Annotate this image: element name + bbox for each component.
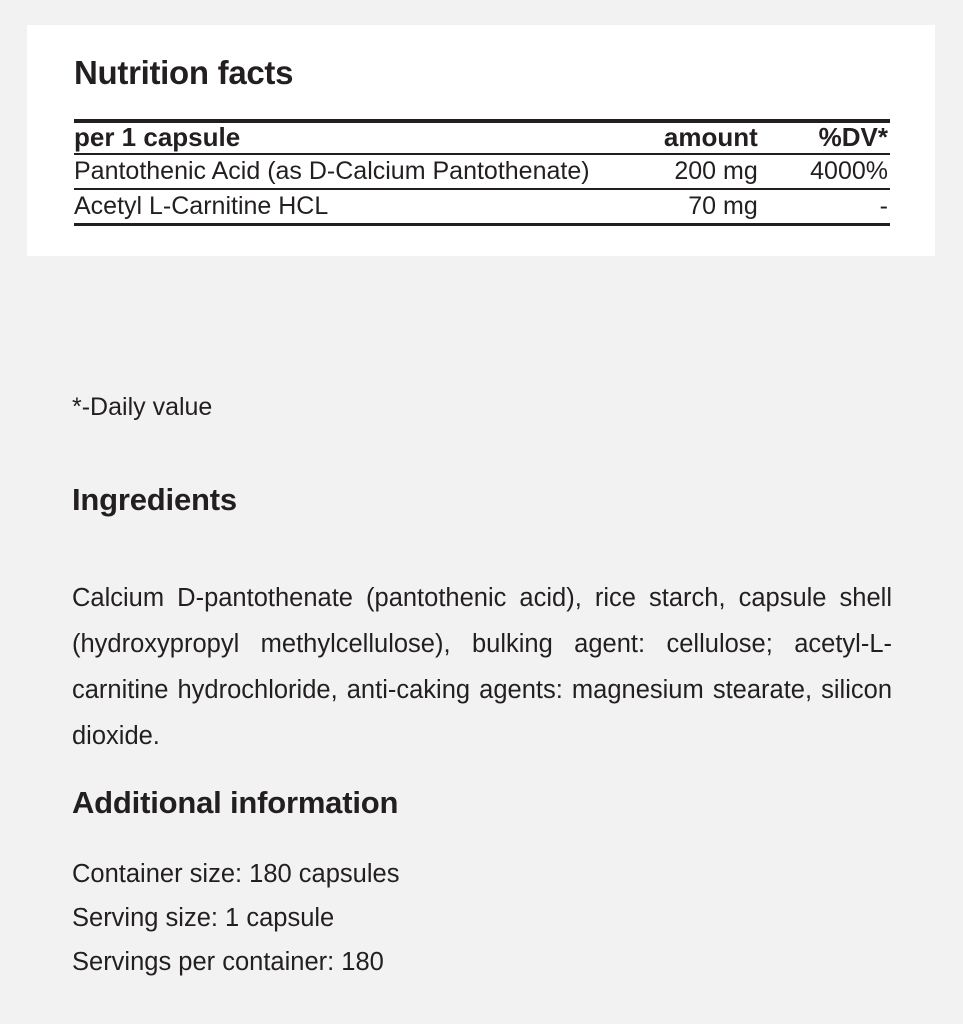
- nutrient-dv: 4000%: [758, 154, 890, 189]
- list-item: Servings per container: 180: [72, 948, 384, 976]
- list-item: Container size: 180 capsules: [72, 860, 400, 888]
- ingredients-text: Calcium D-pantothenate (pantothenic acid), rice starch, capsule shell (hydroxypropyl methylcellulose), bulking agent: cellulose; acetyl-L-carnitine hydrochloride, anti-caking agents: magnesium stearate, silicon dioxide.: [72, 583, 892, 750]
- table-header-row: [74, 121, 890, 154]
- nutrient-name: Pantothenic Acid (as D-Calcium Pantothenate): [74, 154, 611, 189]
- nutrition-facts-table: [74, 119, 890, 226]
- nutrient-amount: 200 mg: [611, 154, 758, 189]
- table-row: [74, 154, 890, 189]
- daily-value-footnote: *-Daily value: [72, 393, 213, 421]
- nutrition-table-header: [74, 121, 890, 154]
- column-header-amount: amount: [611, 121, 758, 154]
- nutrient-amount: 70 mg: [611, 189, 758, 225]
- nutrition-table-body: [74, 154, 890, 225]
- ingredients-heading: Ingredients: [72, 482, 237, 517]
- column-header-serving: per 1 capsule: [74, 121, 611, 154]
- list-item: Serving size: 1 capsule: [72, 904, 335, 932]
- column-header-dv: %DV*: [758, 121, 890, 154]
- table-row: [74, 189, 890, 225]
- nutrition-facts-title: Nutrition facts: [74, 54, 294, 91]
- nutrient-name: Acetyl L-Carnitine HCL: [74, 189, 611, 225]
- additional-information-list: [72, 852, 892, 984]
- nutrition-facts-card: [27, 25, 935, 256]
- additional-information-heading: Additional information: [72, 785, 399, 820]
- nutrient-dv: -: [758, 189, 890, 225]
